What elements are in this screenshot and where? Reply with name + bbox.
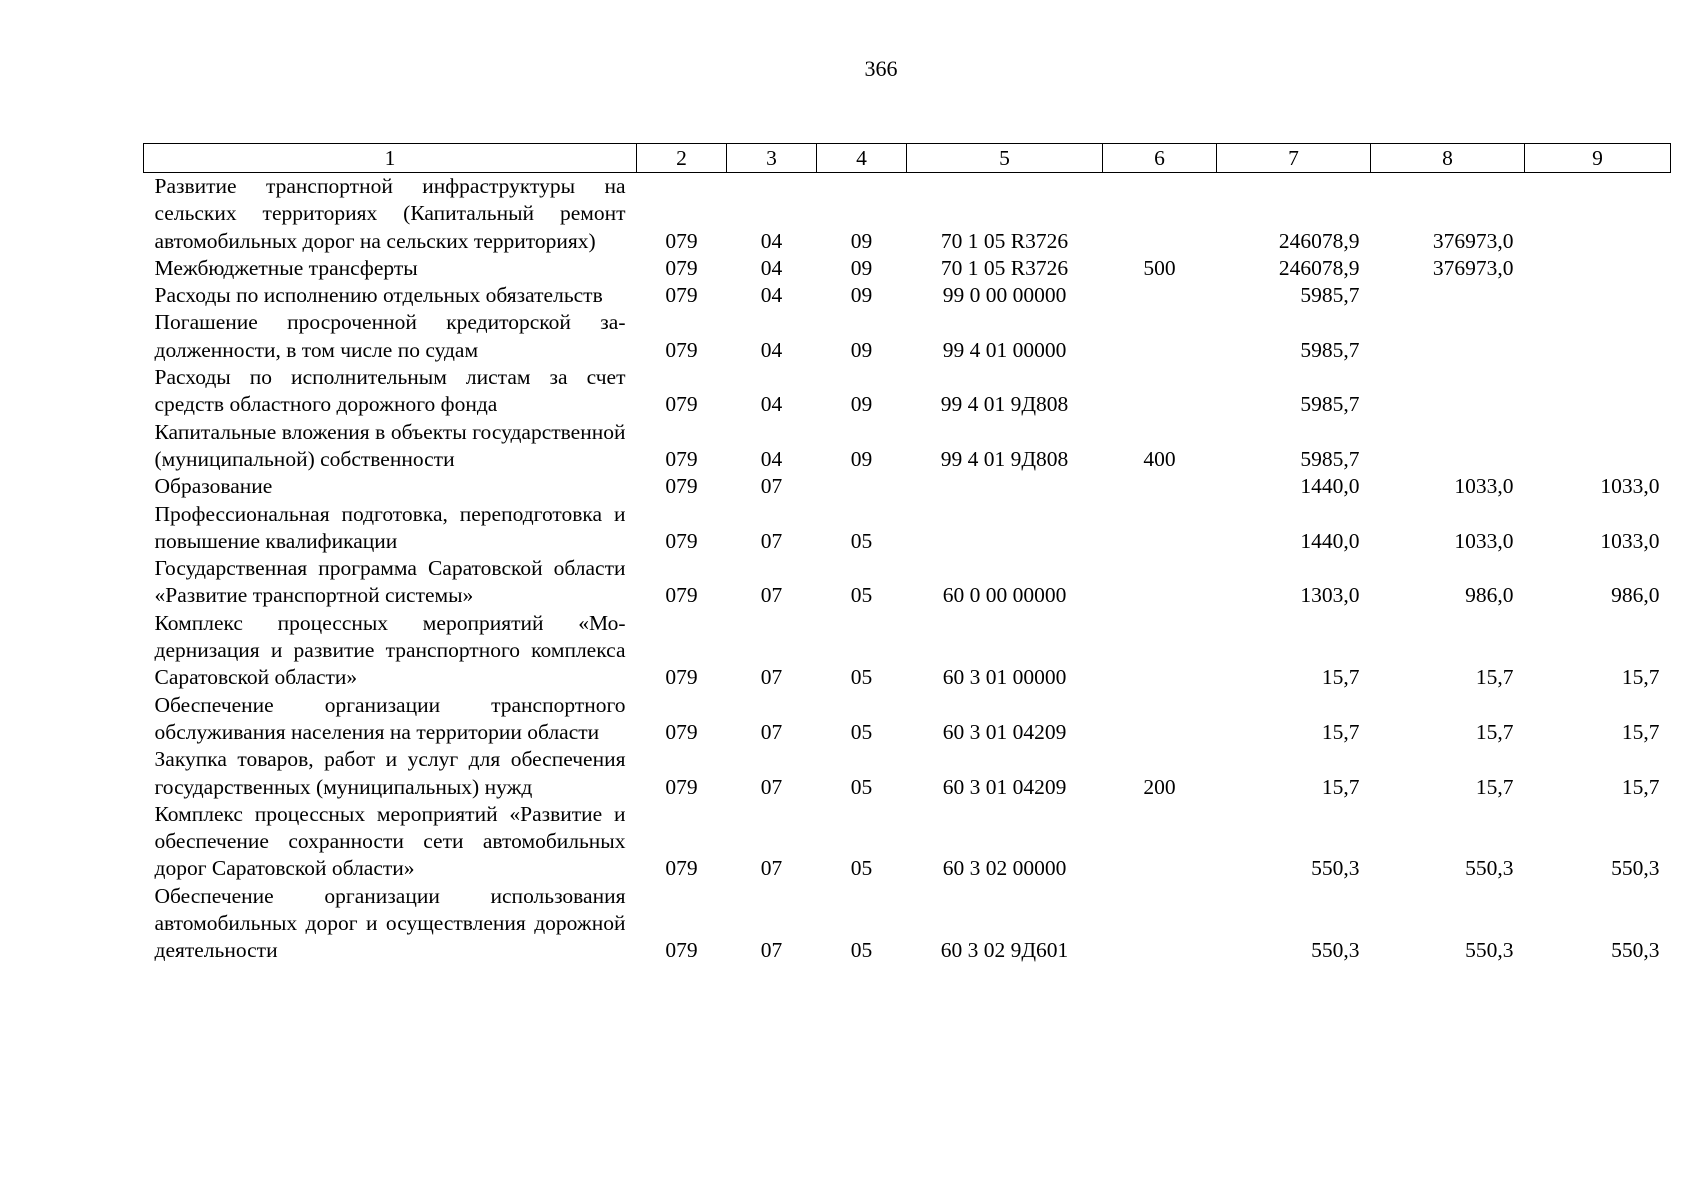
budget-table — [143, 143, 1671, 965]
cell-subsection-code: 09 — [850, 392, 873, 417]
cell-amount-col8: 986,0 — [1465, 583, 1514, 608]
table-row — [144, 255, 1671, 282]
cell-amount-col8: 550,3 — [1465, 938, 1514, 963]
table-body — [144, 173, 1671, 965]
row-name: Обеспечение организации транспортного обслуживания населения на территории области — [154, 692, 626, 744]
cell-amount-col9: 1033,0 — [1600, 528, 1660, 553]
cell-subsection-code: 09 — [850, 228, 873, 253]
cell-amount-col7: 5985,7 — [1300, 446, 1360, 471]
cell-expense-type — [1103, 610, 1217, 692]
page-number: 366 — [864, 56, 898, 81]
cell-ministry-code: 079 — [665, 938, 698, 963]
cell-amount-col7: 1440,0 — [1300, 528, 1360, 553]
cell-subsection-code: 09 — [850, 446, 873, 471]
cell-target-article: 60 3 02 9Д601 — [940, 938, 1069, 963]
cell-amount-col9 — [1525, 255, 1671, 282]
cell-section-code: 04 — [760, 392, 783, 417]
cell-section-code: 04 — [760, 228, 783, 253]
row-name: Погашение просроченной кредиторской задолженности, в том числе по судам — [154, 310, 626, 362]
row-name: Расходы по исполнению отдельных обязательств — [154, 283, 603, 308]
table-row — [144, 801, 1671, 883]
cell-section-code: 07 — [760, 665, 783, 690]
cell-target-article: 60 3 01 04209 — [942, 719, 1067, 744]
row-name: Закупка товаров, работ и услуг для обеспечения государственных (муниципальных) нужд — [154, 747, 626, 799]
cell-amount-col7: 15,7 — [1321, 665, 1360, 690]
cell-section-code: 07 — [760, 474, 783, 499]
cell-amount-col9: 1033,0 — [1600, 474, 1660, 499]
table-row — [144, 309, 1671, 364]
cell-amount-col9 — [1525, 364, 1671, 419]
cell-subsection-code: 05 — [850, 856, 873, 881]
table-row — [144, 746, 1671, 801]
cell-amount-col8: 376973,0 — [1432, 255, 1514, 280]
cell-amount-col7: 15,7 — [1321, 719, 1360, 744]
cell-subsection-code: 05 — [850, 719, 873, 744]
cell-expense-type: 400 — [1143, 446, 1176, 471]
cell-ministry-code: 079 — [665, 774, 698, 799]
cell-amount-col9 — [1525, 309, 1671, 364]
row-name: Обеспечение организации использования автомобильных дорог и осуществления дорожной деятельности — [154, 883, 626, 963]
cell-target-article: 70 1 05 R3726 — [940, 255, 1069, 280]
row-name: Капитальные вложения в объекты государственной (муниципальной) собственности — [154, 419, 626, 471]
cell-amount-col7: 246078,9 — [1278, 255, 1360, 280]
cell-subsection-code: 09 — [850, 283, 873, 308]
cell-amount-col8: 15,7 — [1475, 774, 1514, 799]
cell-amount-col9 — [1525, 282, 1671, 309]
cell-amount-col9: 550,3 — [1611, 938, 1660, 963]
table-row — [144, 282, 1671, 309]
cell-ministry-code: 079 — [665, 337, 698, 362]
cell-expense-type: 500 — [1143, 255, 1176, 280]
cell-expense-type — [1103, 501, 1217, 556]
cell-ministry-code: 079 — [665, 446, 698, 471]
cell-ministry-code: 079 — [665, 283, 698, 308]
cell-target-article: 99 0 00 00000 — [942, 283, 1067, 308]
cell-ministry-code: 079 — [665, 665, 698, 690]
row-name: Расходы по исполнительным листам за счет средств областного дорожного фонда — [154, 365, 626, 417]
cell-target-article — [907, 473, 1103, 500]
cell-amount-col8 — [1371, 309, 1525, 364]
cell-subsection-code: 05 — [850, 665, 873, 690]
column-header: 7 — [1217, 144, 1371, 173]
cell-ministry-code: 079 — [665, 392, 698, 417]
cell-amount-col8 — [1371, 419, 1525, 474]
cell-amount-col7: 5985,7 — [1300, 337, 1360, 362]
cell-target-article: 70 1 05 R3726 — [940, 228, 1069, 253]
column-header: 9 — [1525, 144, 1671, 173]
cell-ministry-code: 079 — [665, 856, 698, 881]
column-header: 5 — [907, 144, 1103, 173]
cell-expense-type — [1103, 692, 1217, 747]
table-row — [144, 419, 1671, 474]
cell-expense-type — [1103, 364, 1217, 419]
cell-ministry-code: 079 — [665, 583, 698, 608]
table-row — [144, 555, 1671, 610]
row-name: Развитие транспортной инфраструктуры на сельских территориях (Капитальный ремонт автомобильных дорог на сельских территориях) — [154, 174, 626, 253]
cell-target-article: 60 0 00 00000 — [942, 583, 1067, 608]
cell-amount-col8: 1033,0 — [1454, 474, 1514, 499]
cell-amount-col7: 550,3 — [1311, 856, 1360, 881]
cell-expense-type — [1103, 173, 1217, 255]
cell-ministry-code: 079 — [665, 474, 698, 499]
row-name: Межбюджетные трансферты — [154, 255, 418, 280]
cell-expense-type — [1103, 282, 1217, 309]
cell-amount-col8 — [1371, 282, 1525, 309]
cell-amount-col9: 15,7 — [1621, 665, 1660, 690]
cell-amount-col8 — [1371, 364, 1525, 419]
cell-ministry-code: 079 — [665, 255, 698, 280]
table-row — [144, 883, 1671, 965]
table-row — [144, 610, 1671, 692]
cell-target-article — [907, 501, 1103, 556]
cell-subsection-code — [817, 473, 907, 500]
cell-section-code: 04 — [760, 255, 783, 280]
cell-section-code: 07 — [760, 938, 783, 963]
cell-amount-col9: 986,0 — [1611, 583, 1660, 608]
cell-section-code: 07 — [760, 583, 783, 608]
cell-subsection-code: 05 — [850, 774, 873, 799]
cell-target-article: 99 4 01 9Д808 — [940, 446, 1069, 471]
row-name: Профессиональная подготовка, переподготовка и повышение квалификации — [154, 501, 626, 553]
cell-amount-col7: 1440,0 — [1300, 474, 1360, 499]
cell-expense-type — [1103, 555, 1217, 610]
cell-expense-type: 200 — [1143, 774, 1176, 799]
cell-target-article: 99 4 01 9Д808 — [940, 392, 1069, 417]
column-header: 3 — [727, 144, 817, 173]
column-header: 1 — [144, 144, 637, 173]
cell-amount-col9: 15,7 — [1621, 774, 1660, 799]
cell-amount-col8: 1033,0 — [1454, 528, 1514, 553]
cell-subsection-code: 09 — [850, 255, 873, 280]
cell-amount-col7: 15,7 — [1321, 774, 1360, 799]
table-row — [144, 473, 1671, 500]
cell-amount-col9 — [1525, 173, 1671, 255]
table-row — [144, 364, 1671, 419]
cell-target-article: 60 3 01 00000 — [942, 665, 1067, 690]
column-header: 4 — [817, 144, 907, 173]
cell-amount-col9: 15,7 — [1621, 719, 1660, 744]
cell-subsection-code: 05 — [850, 583, 873, 608]
cell-subsection-code: 05 — [850, 528, 873, 553]
table-row — [144, 692, 1671, 747]
column-header: 8 — [1371, 144, 1525, 173]
cell-target-article: 60 3 02 00000 — [942, 856, 1067, 881]
cell-section-code: 07 — [760, 719, 783, 744]
row-name: Комплекс процессных мероприятий «Развитие и обеспечение сохранности сети автомобильных дорог Саратовской области» — [154, 801, 626, 881]
cell-amount-col7: 550,3 — [1311, 938, 1360, 963]
cell-amount-col7: 5985,7 — [1300, 283, 1360, 308]
cell-subsection-code: 09 — [850, 337, 873, 362]
row-name: Комплекс процессных мероприятий «Модернизация и развитие транспортного комплекса Саратовской области» — [154, 610, 626, 690]
cell-expense-type — [1103, 883, 1217, 965]
cell-section-code: 07 — [760, 856, 783, 881]
cell-amount-col9: 550,3 — [1611, 856, 1660, 881]
column-header: 2 — [637, 144, 727, 173]
column-number-row — [144, 144, 1671, 173]
cell-expense-type — [1103, 801, 1217, 883]
cell-section-code: 04 — [760, 337, 783, 362]
column-header: 6 — [1103, 144, 1217, 173]
row-name: Образование — [154, 474, 273, 499]
cell-amount-col8: 550,3 — [1465, 856, 1514, 881]
cell-expense-type — [1103, 473, 1217, 500]
table-row — [144, 501, 1671, 556]
row-name: Государственная программа Саратовской области «Развитие транспортной системы» — [154, 556, 626, 608]
cell-amount-col7: 246078,9 — [1278, 228, 1360, 253]
cell-amount-col9 — [1525, 419, 1671, 474]
cell-ministry-code: 079 — [665, 528, 698, 553]
cell-section-code: 04 — [760, 446, 783, 471]
cell-subsection-code: 05 — [850, 938, 873, 963]
cell-ministry-code: 079 — [665, 719, 698, 744]
cell-ministry-code: 079 — [665, 228, 698, 253]
table-row — [144, 173, 1671, 255]
cell-amount-col8: 15,7 — [1475, 665, 1514, 690]
cell-target-article: 99 4 01 00000 — [942, 337, 1067, 362]
cell-amount-col7: 5985,7 — [1300, 392, 1360, 417]
cell-amount-col8: 376973,0 — [1432, 228, 1514, 253]
cell-section-code: 07 — [760, 528, 783, 553]
cell-section-code: 04 — [760, 283, 783, 308]
cell-target-article: 60 3 01 04209 — [942, 774, 1067, 799]
cell-amount-col7: 1303,0 — [1300, 583, 1360, 608]
cell-section-code: 07 — [760, 774, 783, 799]
cell-amount-col8: 15,7 — [1475, 719, 1514, 744]
cell-expense-type — [1103, 309, 1217, 364]
